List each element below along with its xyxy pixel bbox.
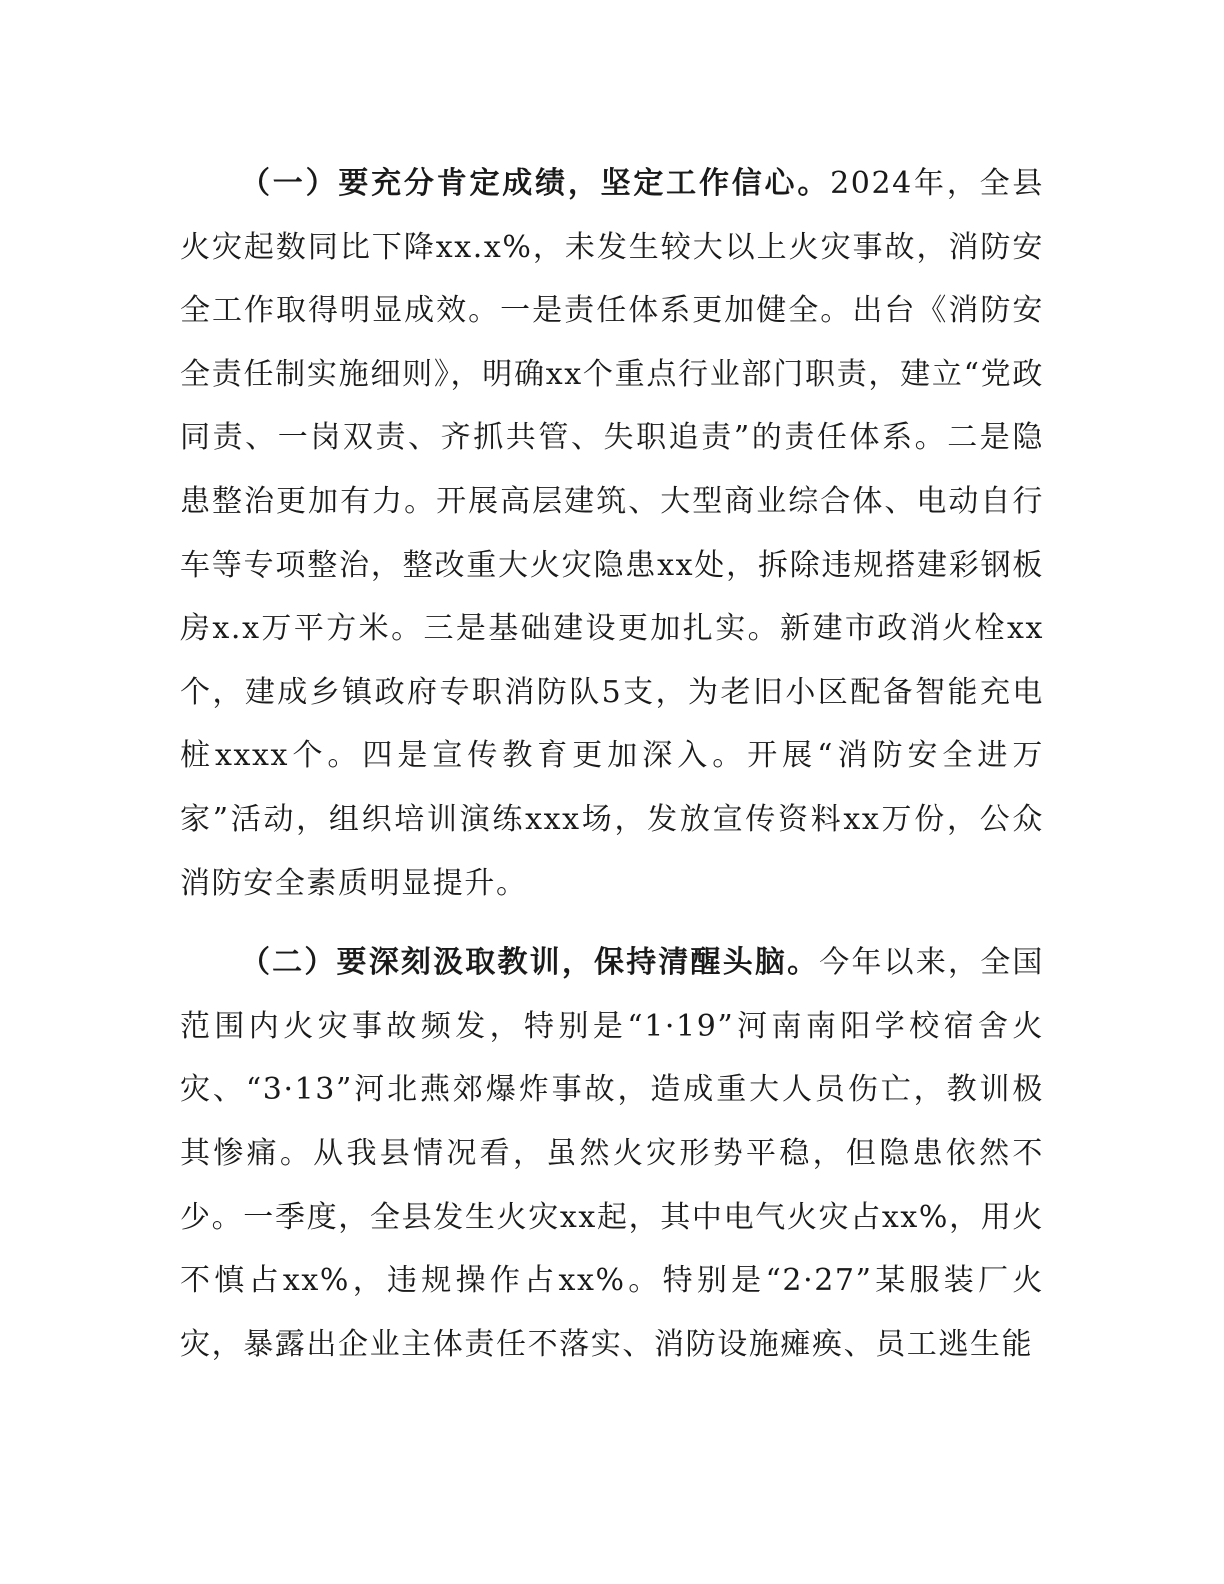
section-heading: （二）要深刻汲取教训，保持清醒头脑。 (240, 945, 820, 981)
paragraph-achievements (180, 152, 1044, 915)
paragraph-text: 今年以来，全国范围内火灾事故频发，特别是“1·19”河南南阳学校宿舍火灾、“3·13”河北燕郊爆炸事故，造成重大人员伤亡，教训极其惨痛。从我县情况看，虽然火灾形势平稳，但隐患依然不少。一季度，全县发生火灾xx起，其中电气火灾占xx%，用火不慎占xx%，违规操作占xx%。特别是“2·27”某服装厂火灾，暴露出企业主体责任不落实、消防设施瘫痪、员工逃生能 (180, 945, 1044, 1362)
document-body (180, 152, 1044, 1376)
section-heading: （一）要充分肯定成绩，坚定工作信心。 (240, 166, 831, 201)
paragraph-lessons (180, 931, 1044, 1376)
paragraph-text: 2024年，全县火灾起数同比下降xx.x%，未发生较大以上火灾事故，消防安全工作取得明显成效。一是责任体系更加健全。出台《消防安全责任制实施细则》，明确xx个重点行业部门职责，建立“党政同责、一岗双责、齐抓共管、失职追责”的责任体系。二是隐患整治更加有力。开展高层建筑、大型商业综合体、电动自行车等专项整治，整改重大火灾隐患xx处，拆除违规搭建彩钢板房x.x万平方米。三是基础建设更加扎实。新建市政消火栓xx个，建成乡镇政府专职消防队5支，为老旧小区配备智能充电桩xxxx个。四是宣传教育更加深入。开展“消防安全进万家”活动，组织培训演练xxx场，发放宣传资料xx万份，公众消防安全素质明显提升。 (180, 166, 1044, 901)
